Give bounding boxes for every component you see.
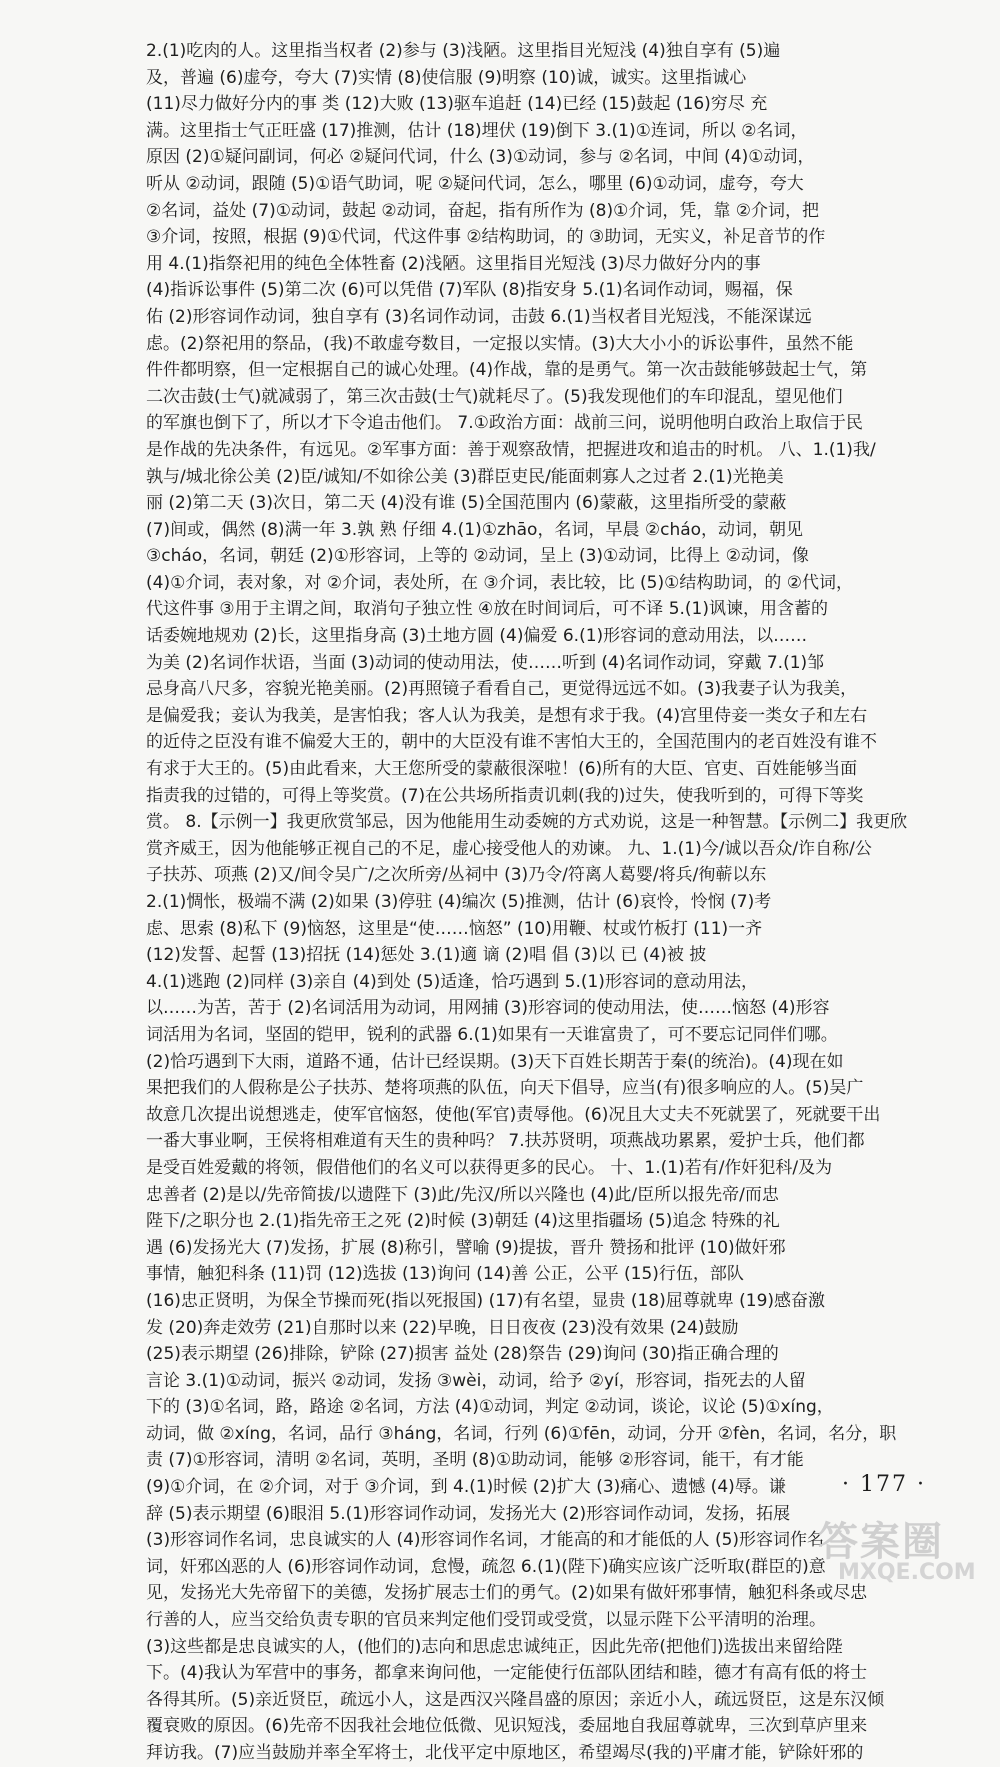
- text-line: 虑、思索 (8)私下 (9)恼怒，这里是“使……恼怒” (10)用鞭、杖或竹板打 (11)一齐: [146, 918, 763, 939]
- text-line: 赏齐威王，因为他能够正视自己的不足，虚心接受他人的劝谏。 九、1.(1)今/诚以吾众/诈自称/公: [146, 838, 872, 859]
- text-line: 的军旗也倒下了，所以才下令追击他们。 7.①政治方面：战前三问，说明他明白政治上取信于民: [146, 413, 863, 434]
- text-line: 责 (7)①形容词，清明 ②名词，英明，圣明 (8)①助动词，能够 ②形容词，能干，有才能: [146, 1450, 804, 1471]
- text-line: 二次击鼓(士气)就减弱了，第三次击鼓(士气)就耗尽了。(5)我发现他们的车印混乱，望见他们: [146, 386, 843, 407]
- text-line: 忠善者 (2)是以/先帝简拔/以遗陛下 (3)此/先汉/所以兴隆也 (4)此/臣所以报先帝/而忠: [146, 1184, 779, 1205]
- watermark-url: MXQE.COM: [838, 1560, 976, 1585]
- text-line: 下的 (3)①名词，路，路途 ②名词，方法 (4)①动词，判定 ②动词，谈论，议论 (5)①xíng，: [146, 1397, 834, 1418]
- text-line: (3)这些都是忠良诚实的人，(他们的)志向和思虑忠诚纯正，因此先帝(把他们)选拔出来留给陛: [146, 1636, 843, 1657]
- text-line: 词，奸邪凶恶的人 (6)形容词作动词，怠慢，疏忽 6.(1)(陛下)确实应该广泛听取(群臣的)意: [146, 1556, 826, 1577]
- text-line: 见，发扬光大先帝留下的美德，发扬扩展志士们的勇气。(2)如果有做奸邪事情，触犯科条或尽忠: [146, 1583, 868, 1604]
- text-line: 是偏爱我；妾认为我美，是害怕我；客人认为我美，是想有求于我。(4)宫里侍妾一类女子和左右: [146, 705, 868, 726]
- text-line: 一番大事业啊，王侯将相难道有天生的贵种吗？ 7.扶苏贤明，项燕战功累累，爱护士兵，他们都: [146, 1131, 865, 1152]
- text-line: 赏。 8.【示例一】我更欣赏邹忌，因为他能用生动委婉的方式劝说，这是一种智慧。【示例二】我更欣: [146, 812, 908, 833]
- text-line: 故意几次提出说想逃走，使军官恼怒，使他(军官)责辱他。(6)况且大丈夫不死就罢了，死就要干出: [146, 1104, 881, 1125]
- text-line: 丽 (2)第二天 (3)次日，第二天 (4)没有谁 (5)全国范围内 (6)蒙蔽，这里指所受的蒙蔽: [146, 493, 787, 514]
- text-line: (3)形容词作名词，忠良诚实的人 (4)形容词作名词，才能高的和才能低的人 (5)形容词作名: [146, 1530, 825, 1551]
- watermark-logo: 答案圈: [818, 1519, 944, 1565]
- text-line: 事情，触犯科条 (11)罚 (12)选拔 (13)询问 (14)善 公正，公平 (15)行伍，部队: [146, 1264, 744, 1285]
- text-line: (25)表示期望 (26)排除，铲除 (27)损害 益处 (28)祭告 (29)询问 (30)指正确合理的: [146, 1344, 779, 1365]
- text-line: (4)①介词，表对象，对 ②介词，表处所，在 ③介词，表比较，比 (5)①结构助词，的 ②代词，: [146, 572, 853, 593]
- text-line: 4.(1)逃跑 (2)同样 (3)亲自 (4)到处 (5)适逢，恰巧遇到 5.(1)形容词的意动用法，: [146, 971, 758, 992]
- text-line: 满。这里指士气正旺盛 (17)推测，估计 (18)埋伏 (19)倒下 3.(1)①连词，所以 ②名词，: [146, 120, 808, 141]
- text-line: 佑 (2)形容词作动词，独自享有 (3)名词作动词，击鼓 6.(1)当权者目光短浅，不能深谋远: [146, 306, 812, 327]
- text-line: 件件都明察，但一定根据自己的诚心处理。(4)作战，靠的是勇气。第一次击鼓能够鼓起士气，第: [146, 360, 868, 381]
- text-line: 的近侍之臣没有谁不偏爱大王的，朝中的大臣没有谁不害怕大王的，全国范围内的老百姓没有谁不: [146, 732, 877, 753]
- text-line: 以……为苦，苦于 (2)名词活用为动词，用网捕 (3)形容词的使动用法，使……恼怒 (4)形容: [146, 998, 830, 1019]
- text-line: 代这件事 ③用于主谓之间，取消句子独立性 ④放在时间词后，可不译 5.(1)讽谏，用含蓄的: [146, 599, 828, 620]
- text-line: 话委婉地规劝 (2)长，这里指身高 (3)土地方圆 (4)偏爱 6.(1)形容词的意动用法，以……: [146, 626, 808, 647]
- text-line: 忌身高八尺多，容貌光艳美丽。(2)再照镜子看看自己，更觉得远远不如。(3)我妻子认为我美，: [146, 679, 858, 700]
- text-line: 遇 (6)发扬光大 (7)发扬，扩展 (8)称引，譬喻 (9)提拔，晋升 赞扬和批评 (10)做奸邪: [146, 1237, 786, 1258]
- text-line: (7)间或，偶然 (8)满一年 3.孰 熟 仔细 4.(1)①zhāo，名词，早晨 ②cháo，动词，朝见: [146, 519, 804, 540]
- text-line: 各得其所。(5)亲近贤臣，疏远小人，这是西汉兴隆昌盛的原因；亲近小人，疏远贤臣，这是东汉倾: [146, 1689, 885, 1710]
- text-line: 孰与/城北徐公美 (2)臣/诚知/不如徐公美 (3)群臣吏民/能面刺寡人之过者 2.(1)光艳美: [146, 466, 784, 487]
- text-line: (4)指诉讼事件 (5)第二次 (6)可以凭借 (7)军队 (8)指安身 5.(1)名词作动词，赐福，保: [146, 280, 793, 301]
- text-line: ③介词，按照，根据 (9)①代词，代这件事 ②结构助词，的 ③助词，无实义，补足音节的作: [146, 227, 826, 248]
- text-line: ②名词，益处 (7)①动词，鼓起 ②动词，奋起，指有所作为 (8)①介词，凭，靠 ②介词，把: [146, 200, 819, 221]
- text-line: 果把我们的人假称是公子扶苏、楚将项燕的队伍，向天下倡导，应当(有)很多响应的人。(5)吴广: [146, 1078, 864, 1099]
- text-line: 覆衰败的原因。(6)先帝不因我社会地位低微、见识短浅，委屈地自我屈尊就卑，三次到草庐里来: [146, 1716, 868, 1737]
- text-line: 2.(1)吃肉的人。这里指当权者 (2)参与 (3)浅陋。这里指目光短浅 (4)独自享有 (5)遍: [146, 41, 781, 61]
- text-line: (9)①介词，在 ②介词，对于 ③介词，到 4.(1)时候 (2)扩大 (3)痛心、遗憾 (4)辱。谦: [146, 1477, 786, 1498]
- answer-text-block: [146, 38, 976, 1767]
- page-number: · 177 ·: [842, 1472, 926, 1497]
- text-line: 下。(4)我认为军营中的事务，都拿来询问他，一定能使行伍部队团结和睦，德才有高有低的将士: [146, 1663, 868, 1684]
- text-line: 子扶苏、项燕 (2)又/间令吴广/之次所旁/丛祠中 (3)乃令/符离人葛婴/将兵/徇蕲以东: [146, 865, 767, 886]
- text-line: 拜访我。(7)应当鼓励并率全军将士，北伐平定中原地区，希望竭尽(我的)平庸才能，铲除奸邪的: [146, 1743, 864, 1763]
- text-line: 是作战的先决条件，有远见。②军事方面：善于观察敌情，把握进攻和追击的时机。 八、1.(1)我/: [146, 439, 876, 460]
- text-line: 有求于大王的。(5)由此看来，大王您所受的蒙蔽很深啦！(6)所有的大臣、官吏、百姓能够当面: [146, 759, 858, 780]
- text-line: 动词，做 ②xíng，名词，品行 ③háng，名词，行列 (6)①fēn，动词，分开 ②fèn，名词，名分，职: [146, 1423, 897, 1444]
- text-line: 陛下/之职分也 2.(1)指先帝王之死 (2)时候 (3)朝廷 (4)这里指疆场 (5)追念 特殊的礼: [146, 1211, 780, 1232]
- text-line: (16)忠正贤明，为保全节操而死(指以死报国) (17)有名望，显贵 (18)屈尊就卑 (19)感奋激: [146, 1290, 826, 1311]
- text-line: 行善的人，应当交给负责专职的官员来判定他们受罚或受赏，以显示陛下公平清明的治理。: [146, 1610, 826, 1631]
- text-line: (2)恰巧遇到下大雨，道路不通，估计已经误期。(3)天下百姓长期苦于秦(的统治)。(4)现在如: [146, 1051, 844, 1072]
- text-line: 听从 ②动词，跟随 (5)①语气助词，呢 ②疑问代词，怎么，哪里 (6)①动词，虚夸，夸大: [146, 173, 804, 194]
- text-line: (12)发誓、起誓 (13)招抚 (14)惩处 3.(1)適 谪 (2)唱 倡 (3)以 已 (4)被 披: [146, 945, 707, 966]
- text-line: 是受百姓爱戴的将领，假借他们的名义可以获得更多的民心。 十、1.(1)若有/作奸犯科/及为: [146, 1157, 833, 1178]
- text-line: 发 (20)奔走效劳 (21)自那时以来 (22)早晚，日日夜夜 (23)没有效果 (24)鼓励: [146, 1317, 739, 1338]
- text-line: 言论 3.(1)①动词，振兴 ②动词，发扬 ③wèi，动词，给予 ②yí，形容词，指死去的人留: [146, 1370, 806, 1391]
- watermark: [818, 1510, 988, 1590]
- text-line: 虑。(2)祭祀用的祭品，(我)不敢虚夸数目，一定报以实情。(3)大大小小的诉讼事件，虽然不能: [146, 333, 854, 354]
- text-line: 用 4.(1)指祭祀用的纯色全体牲畜 (2)浅陋。这里指目光短浅 (3)尽力做好分内的事: [146, 253, 761, 274]
- text-line: (11)尽力做好分内的事 类 (12)大败 (13)驱车追赶 (14)已经 (15)鼓起 (16)穷尽 充: [146, 94, 768, 115]
- text-line: 为美 (2)名词作状语，当面 (3)动词的使动用法，使……听到 (4)名词作动词，穿戴 7.(1)邹: [146, 652, 825, 673]
- text-line: 词活用为名词，坚固的铠甲，锐利的武器 6.(1)如果有一天谁富贵了，可不要忘记同伴们哪。: [146, 1024, 838, 1045]
- text-line: 原因 (2)①疑问副词，何必 ②疑问代词，什么 (3)①动词，参与 ②名词，中间 (4)①动词，: [146, 147, 815, 168]
- text-line: 辞 (5)表示期望 (6)眼泪 5.(1)形容词作动词，发扬光大 (2)形容词作动词，发扬，拓展: [146, 1503, 791, 1524]
- text-line: 指责我的过错的，可得上等奖赏。(7)在公共场所指责讥刺(我的)过失，使我听到的，可得下等奖: [146, 785, 864, 806]
- text-line: 及，普遍 (6)虚夸，夸大 (7)实情 (8)使信服 (9)明察 (10)诚，诚实。这里指诚心: [146, 67, 747, 88]
- text-line: ③cháo，名词，朝廷 (2)①形容词，上等的 ②动词，呈上 (3)①动词，比得上 ②动词，像: [146, 546, 809, 567]
- text-line: 2.(1)惆怅，极端不满 (2)如果 (3)停驻 (4)编次 (5)推测，估计 (6)哀怜，怜悯 (7)考: [146, 892, 772, 912]
